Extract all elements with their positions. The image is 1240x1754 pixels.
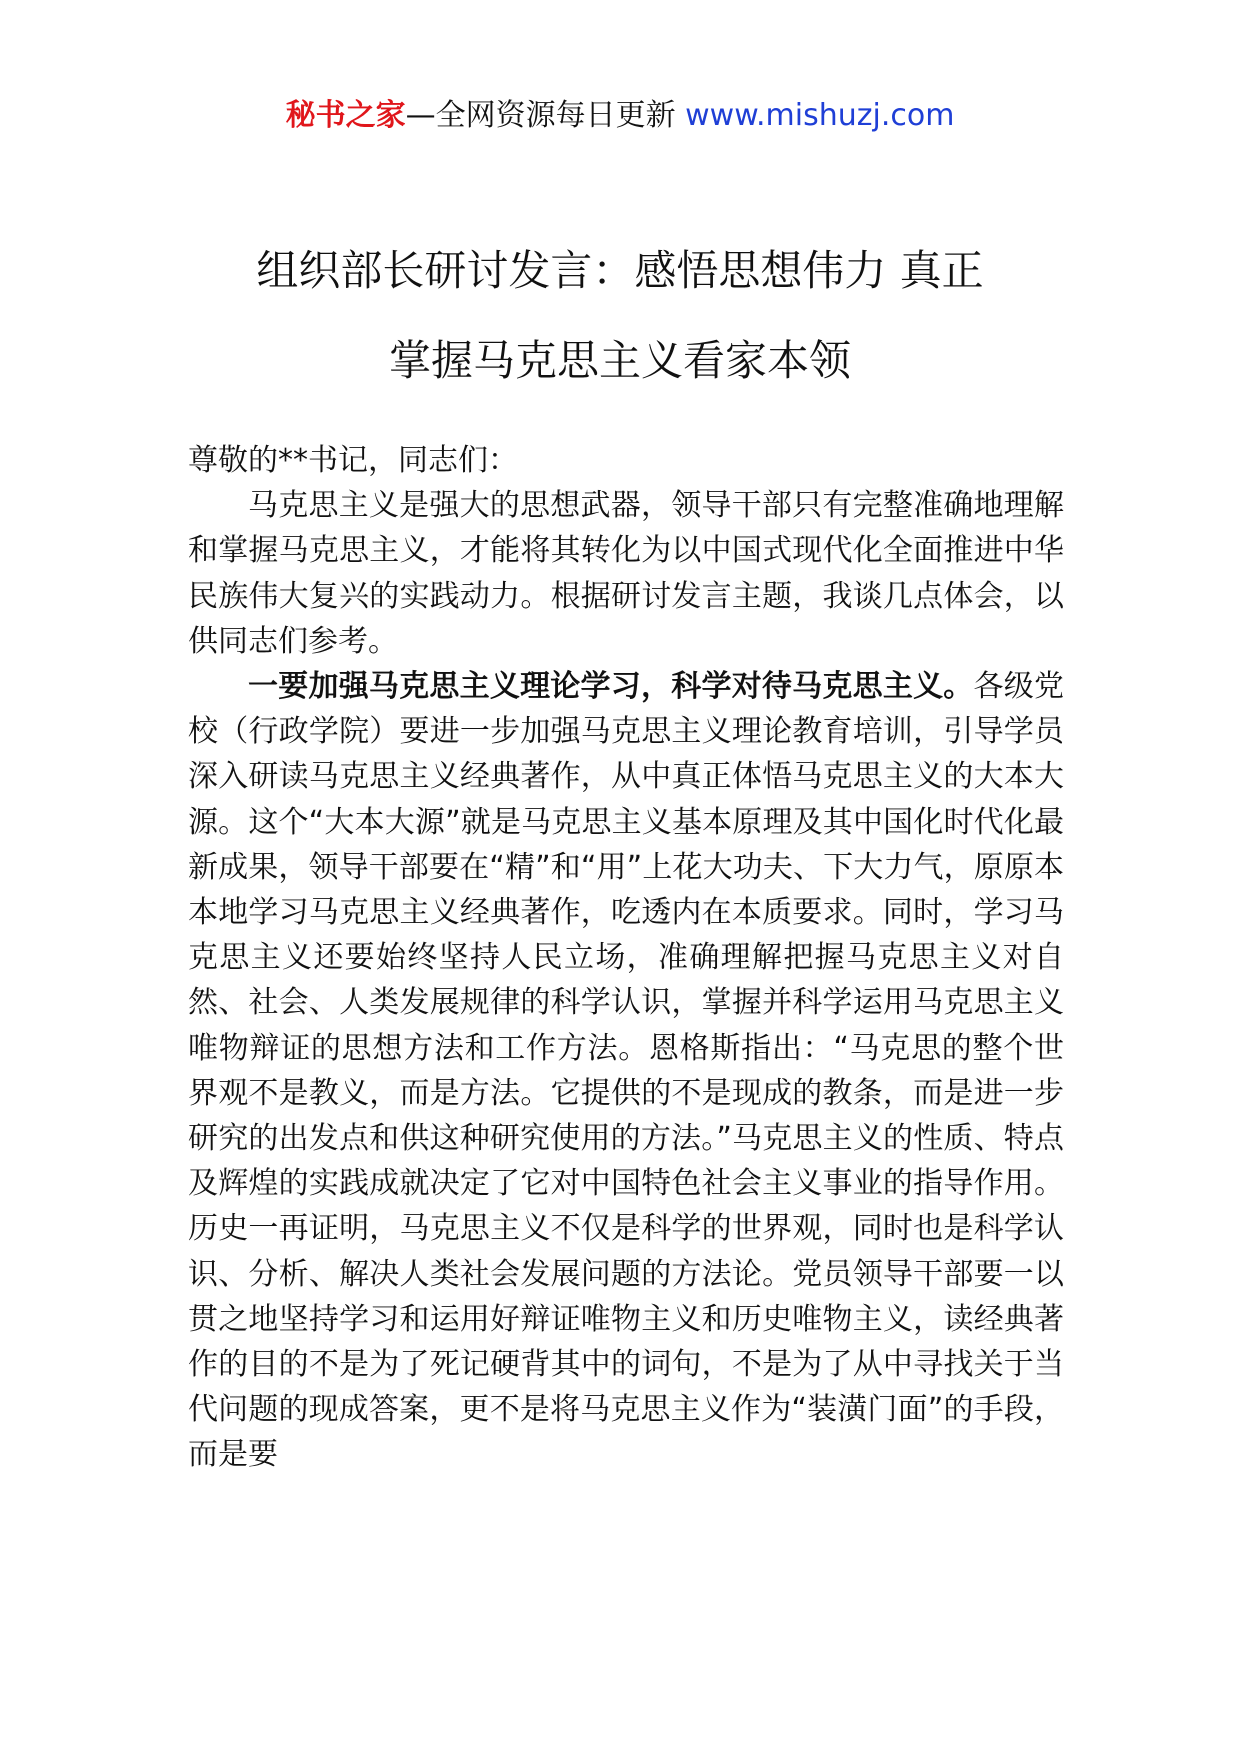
title-line-2: 掌握马克思主义看家本领 (388, 336, 851, 385)
section-1-heading: 一要加强马克思主义理论学习，科学对待马克思主义。 (248, 669, 974, 705)
site-url-link[interactable]: www.mishuzj.com (685, 98, 955, 133)
document-body (188, 438, 1064, 1478)
site-header (0, 96, 1240, 136)
document-title (0, 226, 1240, 406)
brand-name: 秘书之家 (285, 98, 406, 133)
section-1-body: 各级党校（行政学院）要进一步加强马克思主义理论教育培训，引导学员深入研读马克思主义经典著作，从中真正体悟马克思主义的大本大源。这个“大本大源”就是马克思主义基本原理及其中国化时代化最新成果，领导干部要在“精”和“用”上花大功夫、下大力气，原原本本地学习马克思主义经典著作，吃透内在本质要求。同时，学习马克思主义还要始终坚持人民立场，准确理解把握马克思主义对自然、社会、人类发展规律的科学认识，掌握并科学运用马克思主义唯物辩证的思想方法和工作方法。恩格斯指出：“马克思的整个世界观不是教义，而是方法。它提供的不是现成的教条，而是进一步研究的出发点和供这种研究使用的方法。”马克思主义的性质、特点及辉煌的实践成就决定了它对中国特色社会主义事业的指导作用。历史一再证明，马克思主义不仅是科学的世界观，同时也是科学认识、分析、解决人类社会发展问题的方法论。党员领导干部要一以贯之地坚持学习和运用好辩证唯物主义和历史唯物主义，读经典著作的目的不是为了死记硬背其中的词句，不是为了从中寻找关于当代问题的现成答案，更不是将马克思主义作为“装潢门面”的手段，而是要 (188, 669, 1065, 1473)
section-1-paragraph (188, 664, 1064, 1478)
salutation: 尊敬的**书记，同志们： (188, 443, 518, 478)
header-tagline: —全网资源每日更新 (405, 98, 686, 133)
title-line-1: 组织部长研讨发言：感悟思想伟力 真正 (256, 246, 984, 295)
intro-paragraph: 马克思主义是强大的思想武器，领导干部只有完整准确地理解和掌握马克思主义，才能将其转化为以中国式现代化全面推进中华民族伟大复兴的实践动力。根据研讨发言主题，我谈几点体会，以供同志们参考。 (188, 488, 1064, 659)
